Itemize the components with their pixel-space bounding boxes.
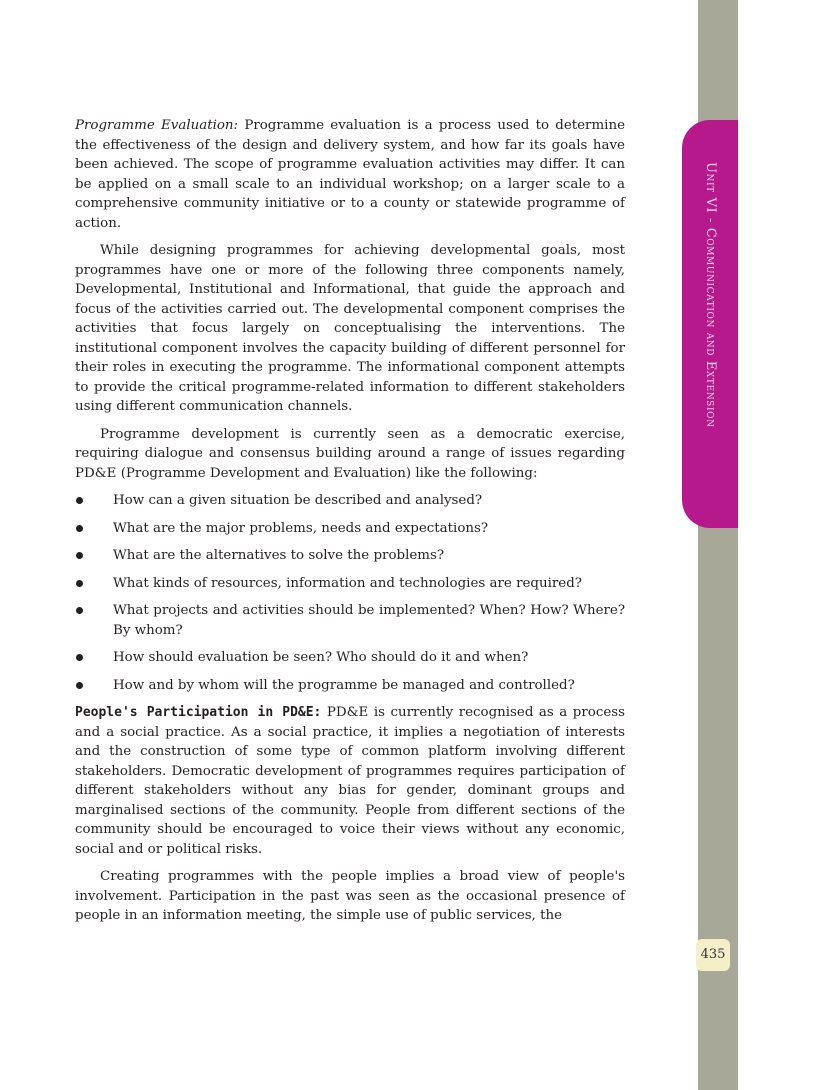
list-item: What are the major problems, needs and expectations? xyxy=(75,519,625,539)
bullet-icon xyxy=(76,580,83,587)
paragraph-democratic-exercise: Programme development is currently seen as a democratic exercise, requiring dialogue and consensus building around a range of issues regarding PD&E (Programme Development and Evaluation) like the following: xyxy=(75,426,625,481)
page-number: 435 xyxy=(696,939,730,971)
bullet-icon xyxy=(76,525,83,532)
list-item: What kinds of resources, information and technologies are required? xyxy=(75,574,625,594)
bullet-icon xyxy=(76,552,83,559)
paragraph-components: While designing programmes for achieving developmental goals, most programmes have one or more of the following three components namely, Developmental, Institutional and Informational, that guide the approach and focus of the activities carried out. The developmental component comprises the activities that focus largely on conceptualising the interventions. The institutional component involves the capacity building of different personnel for their roles in executing the programme. The informational component attempts to provide the critical programme-related information to different stakeholders using different communication channels. xyxy=(75,243,625,414)
paragraph-programme-evaluation xyxy=(75,116,625,233)
bullet-icon xyxy=(76,497,83,504)
list-item: What are the alternatives to solve the problems? xyxy=(75,546,625,566)
bullet-icon xyxy=(76,607,83,614)
list-item: What projects and activities should be implemented? When? How? Where? By whom? xyxy=(75,601,625,640)
list-item: How should evaluation be seen? Who should do it and when? xyxy=(75,648,625,668)
programme-evaluation-text: Programme evaluation is a process used to determine the effectiveness of the design and delivery system, and how far its goals have been achieved. The scope of programme evaluation activities may differ. It can be applied on a small scale to an individual workshop; on a larger scale to a comprehensive community initiative or to a county or statewide programme of action. xyxy=(75,118,625,231)
peoples-participation-text: PD&E is currently recognised as a process and a social practice. As a social practice, it implies a negotiation of interests and the construction of some type of common platform involving different stakeholders. Democratic development of programmes requires participation of different stakeholders without any bias for gender, dominant groups and marginalised sections of the community. People from different sections of the community should be encouraged to voice their views without any economic, social and or political risks. xyxy=(75,705,625,857)
peoples-participation-heading: People's Participation in PD&E: xyxy=(75,705,322,720)
question-list xyxy=(75,491,625,695)
paragraph-peoples-participation xyxy=(75,703,625,859)
paragraph-creating-programmes: Creating programmes with the people implies a broad view of people's involvement. Participation in the past was seen as the occasional presence of people in an information meeting, the simple use of public services, the xyxy=(75,869,625,923)
list-item: How and by whom will the programme be managed and controlled? xyxy=(75,676,625,696)
bullet-icon xyxy=(76,654,83,661)
page-content xyxy=(75,116,625,934)
bullet-icon xyxy=(76,682,83,689)
unit-title: Unit VI - Communication and Extension xyxy=(703,162,718,428)
list-item: How can a given situation be described and analysed? xyxy=(75,491,625,511)
programme-evaluation-heading: Programme Evaluation: xyxy=(75,118,239,133)
